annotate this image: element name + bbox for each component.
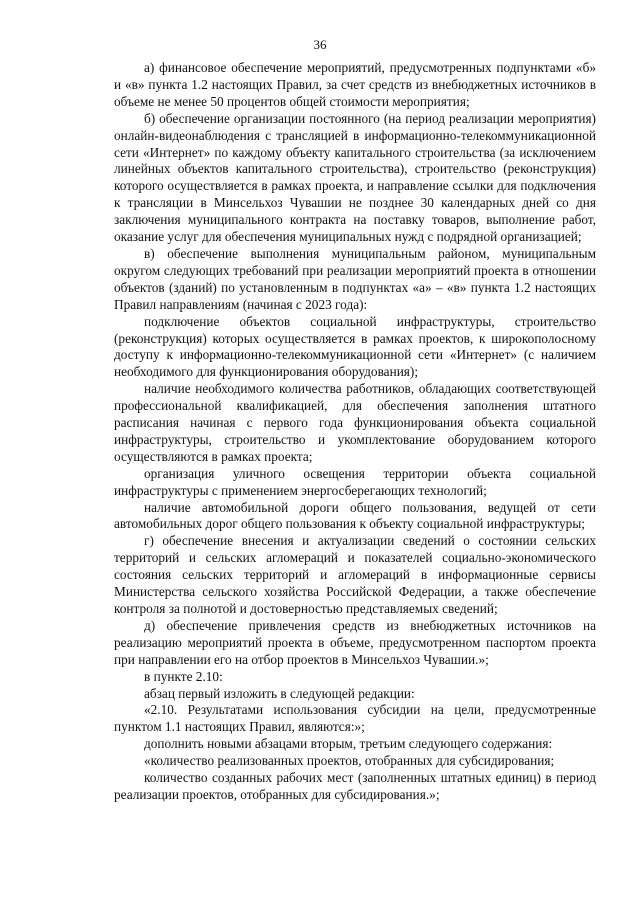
paragraph-staffing: наличие необходимого количества работников, обладающих соответствующей профессиональной квалификацией, для обеспечения заполнения штатного расписания начиная с первого года функционирования объекта социальной инфраструктуры, строительство и укомплектование оборудованием которого осуществляются в рамках проекта; [114,381,596,464]
paragraph-street-lighting: организация уличного освещения территории объекта социальной инфраструктуры с применением энергосберегающих технологий; [114,465,596,498]
paragraph-road: наличие автомобильной дороги общего пользования, ведущей от сети автомобильных дорог общего пользования к объекту социальной инфраструктуры; [114,499,596,532]
page-number: 36 [313,37,327,52]
paragraph-jobs-count: количество созданных рабочих мест (заполненных штатных единиц) в период реализации проектов, отобранных для субсидирования.»; [114,770,596,802]
paragraph-b: б) обеспечение организации постоянного (на период реализации мероприятия) онлайн-видеонаблюдения с трансляцией в информационно-телекоммуникационной сети «Интернет» по каждому объекту капитального строительства (за исключением линейных объектов капитального строительства), строительство (реконструкция) которого осуществляется в рамках проекта, и направление ссылки для подключения к трансляции в Минсельхоз Чувашии не позднее 30 календарных дней со дня заключения муниципального контракта на поставку товаров, выполнение работ, оказание услуг для обеспечения муниципальных нужд с подрядной организацией; [114,110,596,245]
paragraph-point-2-10: в пункте 2.10: [144,668,223,684]
paragraph-v: в) обеспечение выполнения муниципальным районом, муниципальным округом следующих требований при реализации мероприятий проекта в отношении объектов (зданий) по установленным в подпунктах «а» – «в» пункта 1.2 настоящих Правил направлениям (начиная с 2023 года): [114,245,596,312]
paragraph-g: г) обеспечение внесения и актуализации сведений о состоянии сельских территорий и сельских агломераций и показателей социально-экономического состояния сельских территорий и агломераций в информационные сервисы Министерства сельского хозяйства Российской Федерации, а также обеспечение контроля за полнотой и достоверностью представляемых сведений; [114,533,596,616]
paragraph-add-abzacs: дополнить новыми абзацами вторым, третьим следующего содержания: [144,736,553,752]
paragraph-internet-access: подключение объектов социальной инфраструктуры, строительство (реконструкция) которых осуществляется в рамках проектов, к широкополосному доступу к информационно-телекоммуникационной сети «Интернет» (с наличием необходимого для функционирования оборудования); [114,313,596,380]
paragraph-2-10-text: «2.10. Результатами использования субсидии на цели, предусмотренные пунктом 1.1 настоящих Правил, являются:»; [114,702,596,735]
paragraph-d: д) обеспечение привлечения средств из внебюджетных источников на реализацию мероприятий проекта в объеме, предусмотренном паспортом проекта при направлении его на отбор проектов в Минсельхоз Чувашии.»; [114,617,596,667]
paragraph-projects-count: «количество реализованных проектов, отобранных для субсидирования; [144,753,555,769]
paragraph-first-abzac: абзац первый изложить в следующей редакции: [144,685,415,701]
paragraph-a: а) финансовое обеспечение мероприятий, предусмотренных подпунктами «б» и «в» пункта 1.2 настоящих Правил, за счет средств из внебюджетных источников в объеме не менее 50 процентов общей стоимости мероприятия; [114,60,596,109]
document-body [114,60,596,804]
